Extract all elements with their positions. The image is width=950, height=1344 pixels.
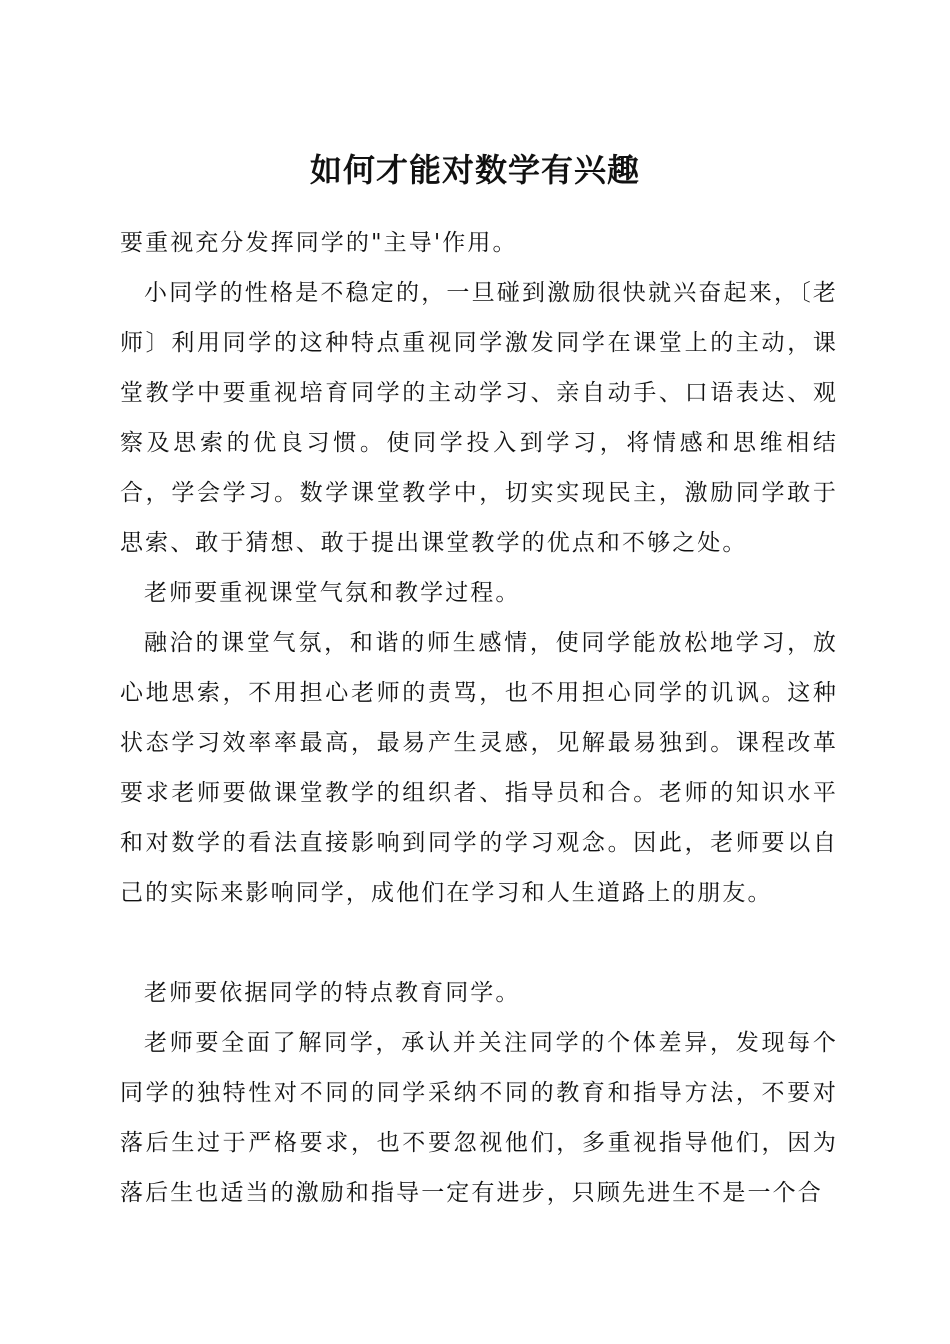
paragraph-5-heading: 老师要依据同学的特点教育同学。 bbox=[144, 980, 521, 1006]
paragraph-6: 老师要全面了解同学，承认并关注同学的个体差异，发现每个同学的独特性对不同的同学采纳不同的教育和指导方法，不要对落后生过于严格要求，也不要忽视他们，多重视指导他们，因为落后生也适当的激励和指导一定有进步，只顾先进生不是一个合 bbox=[120, 1030, 838, 1206]
paragraph-1: 要重视充分发挥同学的"主导'作用。 bbox=[120, 230, 518, 256]
document-title: 如何才能对数学有兴趣 bbox=[309, 151, 640, 189]
document-body bbox=[120, 218, 838, 1218]
paragraph-4: 融洽的课堂气氛，和谐的师生感情，使同学能放松地学习，放心地思索，不用担心老师的责骂，也不用担心同学的讥讽。这种状态学习效率率最高，最易产生灵感，见解最易独到。课程改革要求老师要做课堂教学的组织者、指导员和合。老师的知识水平和对数学的看法直接影响到同学的学习观念。因此，老师要以自己的实际来影响同学，成他们在学习和人生道路上的朋友。 bbox=[120, 630, 838, 906]
paragraph-2: 小同学的性格是不稳定的，一旦碰到激励很快就兴奋起来，〔老师〕利用同学的这种特点重视同学激发同学在课堂上的主动，课堂教学中要重视培育同学的主动学习、亲自动手、口语表达、观察及思索的优良习惯。使同学投入到学习，将情感和思维相结合，学会学习。数学课堂教学中，切实实现民主，激励同学敢于思索、敢于猜想、敢于提出课堂教学的优点和不够之处。 bbox=[120, 280, 838, 556]
paragraph-3-heading: 老师要重视课堂气氛和教学过程。 bbox=[144, 580, 521, 606]
paragraph-spacer bbox=[120, 918, 838, 968]
